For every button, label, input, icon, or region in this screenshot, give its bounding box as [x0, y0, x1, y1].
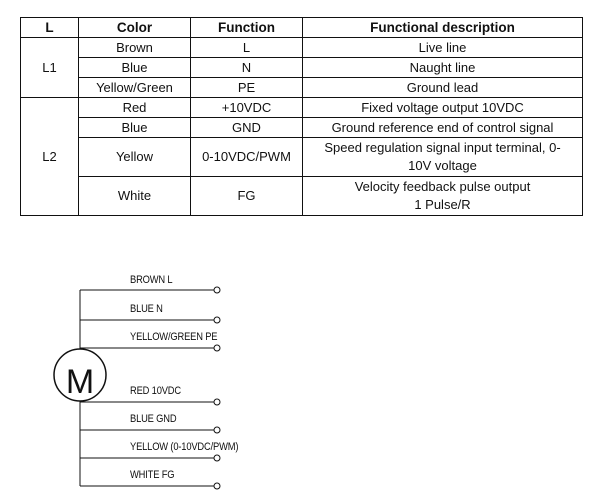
- group-label-l1: L1: [21, 38, 79, 98]
- cell-function: L: [191, 38, 303, 58]
- cell-color: Yellow/Green: [79, 78, 191, 98]
- description-line: 1 Pulse/R: [414, 197, 471, 212]
- table-row: [21, 138, 583, 177]
- cell-description: Live line: [303, 38, 583, 58]
- description-line: Velocity feedback pulse output: [354, 179, 531, 194]
- description-line: 10V voltage: [408, 158, 477, 173]
- header-description: Functional description: [303, 18, 583, 38]
- cell-description: [303, 177, 583, 216]
- cell-description: Fixed voltage output 10VDC: [303, 98, 583, 118]
- wiring-diagram: [0, 250, 600, 504]
- cell-description: Ground lead: [303, 78, 583, 98]
- cell-function: FG: [191, 177, 303, 216]
- table-row: [21, 177, 583, 216]
- cell-function: PE: [191, 78, 303, 98]
- table-row: [21, 98, 583, 118]
- wire-label-red: RED 10VDC: [130, 385, 181, 397]
- cell-function: +10VDC: [191, 98, 303, 118]
- cell-description: Ground reference end of control signal: [303, 118, 583, 138]
- cell-color: Yellow: [79, 138, 191, 177]
- cell-function: N: [191, 58, 303, 78]
- description-line: Speed regulation signal input terminal, 0-: [324, 140, 561, 155]
- terminal-red: [214, 399, 220, 405]
- wire-label-white: WHITE FG: [130, 469, 175, 481]
- header-l: L: [21, 18, 79, 38]
- cell-function: GND: [191, 118, 303, 138]
- wire-label-blue-n: BLUE N: [130, 303, 163, 315]
- wire-label-blue-gnd: BLUE GND: [130, 413, 177, 425]
- terminal-brown: [214, 287, 220, 293]
- cell-color: White: [79, 177, 191, 216]
- terminal-white: [214, 483, 220, 489]
- table-row: [21, 118, 583, 138]
- table-row: [21, 58, 583, 78]
- cell-description: Naught line: [303, 58, 583, 78]
- table-header-row: [21, 18, 583, 38]
- wire-label-yellow: YELLOW (0-10VDC/PWM): [130, 441, 239, 453]
- table-row: [21, 78, 583, 98]
- cell-description: [303, 138, 583, 177]
- terminal-yellow-green: [214, 345, 220, 351]
- terminal-blue-n: [214, 317, 220, 323]
- cell-color: Blue: [79, 58, 191, 78]
- wiring-spec-table: [20, 17, 583, 216]
- terminal-yellow: [214, 455, 220, 461]
- cell-color: Brown: [79, 38, 191, 58]
- cell-function: 0-10VDC/PWM: [191, 138, 303, 177]
- wire-label-yellow-green: YELLOW/GREEN PE: [130, 331, 218, 343]
- group-label-l2: L2: [21, 98, 79, 216]
- terminal-blue-gnd: [214, 427, 220, 433]
- table-row: [21, 38, 583, 58]
- header-color: Color: [79, 18, 191, 38]
- wire-label-brown: BROWN L: [130, 274, 173, 286]
- cell-color: Red: [79, 98, 191, 118]
- motor-label: M: [65, 363, 95, 401]
- header-function: Function: [191, 18, 303, 38]
- cell-color: Blue: [79, 118, 191, 138]
